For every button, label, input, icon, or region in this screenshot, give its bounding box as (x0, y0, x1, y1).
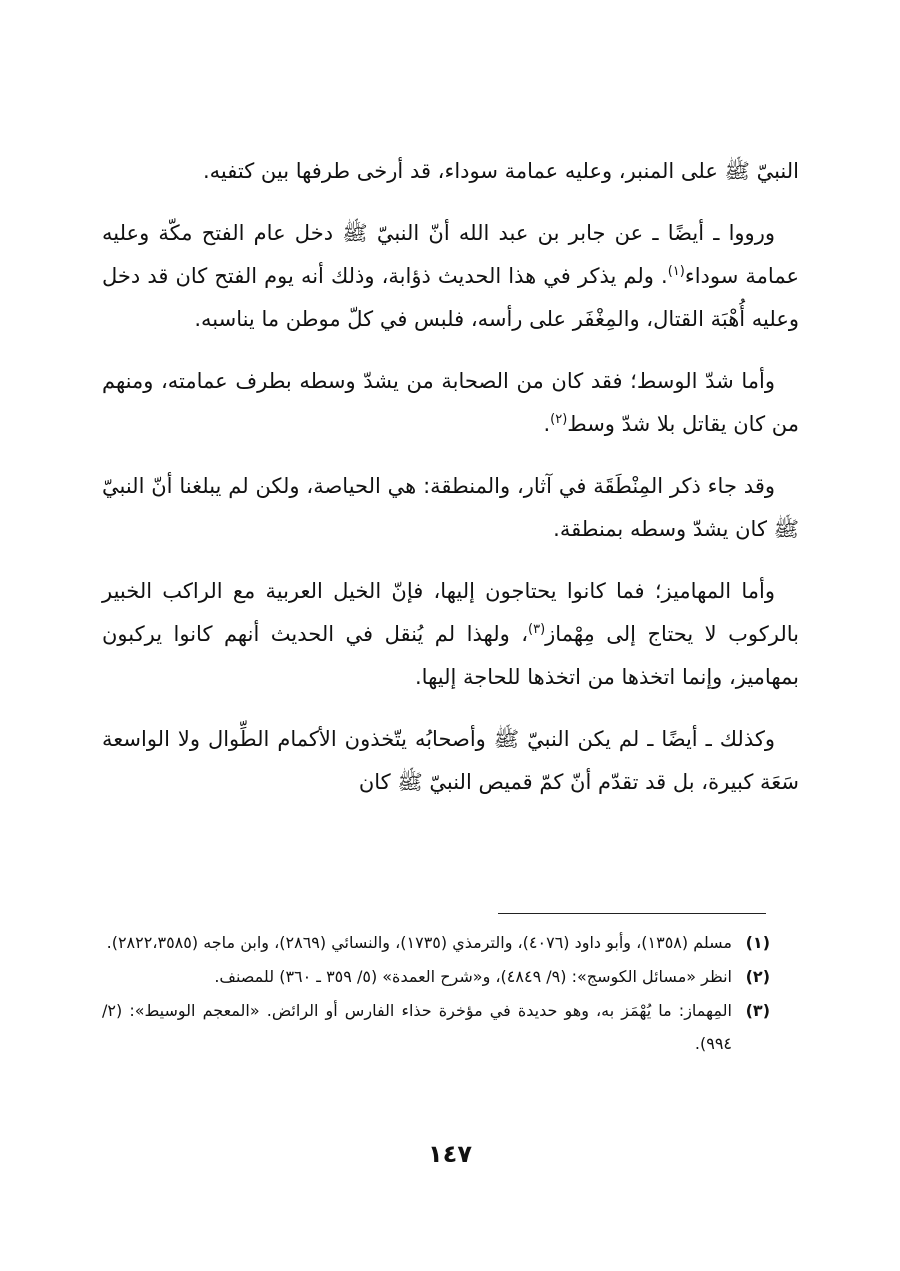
paragraph-5 (102, 570, 799, 699)
paragraph-5-text: وأما المهاميز؛ فما كانوا يحتاجون إليها، فإنّ الخيل العربية مع الراكب الخبير بالركوب لا يحتاج إلى مِهْماز (102, 579, 799, 646)
footnote-ref-2[interactable]: (٢) (550, 412, 568, 427)
footnote-ref-3[interactable]: (٣) (528, 622, 546, 637)
paragraph-6 (102, 718, 799, 804)
footnote-separator (498, 913, 766, 914)
footnote-text: انظر «مسائل الكوسج»: (٩/ ٤٨٤٩)، و«شرح العمدة» (٥/ ٣٥٩ ـ ٣٦٠) للمصنف. (214, 967, 732, 986)
footnote-text: المِهماز: ما يُهْمَز به، وهو حديدة في مؤخرة حذاء الفارس أو الرائض. «المعجم الوسيط»: (٢/ ٩٩٤). (102, 1001, 732, 1053)
paragraph-2-continued: . ولم يذكر في هذا الحديث ذؤابة، وذلك أنه يوم الفتح كان قد دخل وعليه أُهْبَة القتال، والمِغْفَر على رأسه، فلبس في كلّ موطن ما يناسبه. (102, 264, 799, 331)
footnote-text: مسلم (١٣٥٨)، وأبو داود (٤٠٧٦)، والترمذي (١٧٣٥)، والنسائي (٢٨٦٩)، وابن ماجه (٢٨٢٢،٣٥٨٥). (106, 933, 732, 952)
footnote-3 (102, 994, 770, 1060)
page-number: ١٤٧ (428, 1140, 472, 1168)
paragraph-3 (102, 360, 799, 446)
footnote-number: (١) (745, 933, 770, 952)
footnotes (102, 926, 770, 1061)
footnote-1 (102, 926, 770, 959)
paragraph-2 (102, 212, 799, 341)
paragraph-4-text: وقد جاء ذكر المِنْطَقَة في آثار، والمنطقة: هي الحياصة، ولكن لم يبلغنا أنّ النبيّ ﷺ كان يشدّ وسطه بمنطقة. (102, 474, 799, 541)
paragraph-5-continued: ، ولهذا لم يُنقل في الحديث أنهم كانوا يركبون بمهاميز، وإنما اتخذها من اتخذها للحاجة إليها. (102, 622, 799, 689)
paragraph-1 (102, 150, 799, 193)
main-text (102, 150, 799, 823)
paragraph-3-text: وأما شدّ الوسط؛ فقد كان من الصحابة من يشدّ وسطه بطرف عمامته، ومنهم من كان يقاتل بلا شدّ وسط (102, 369, 799, 436)
paragraph-3-continued: . (543, 412, 551, 436)
paragraph-4 (102, 465, 799, 551)
paragraph-2-text: ورووا ـ أيضًا ـ عن جابر بن عبد الله أنّ النبيّ ﷺ دخل عام الفتح مكّة وعليه عمامة سوداء (102, 221, 800, 288)
footnote-ref-1[interactable]: (١) (667, 264, 685, 279)
footnote-number: (٣) (745, 1001, 770, 1020)
paragraph-1-text: النبيّ ﷺ على المنبر، وعليه عمامة سوداء، قد أرخى طرفها بين كتفيه. (202, 159, 799, 183)
footnote-number: (٢) (745, 967, 770, 986)
footnote-2 (102, 960, 770, 993)
paragraph-6-text: وكذلك ـ أيضًا ـ لم يكن النبيّ ﷺ وأصحابُه يتّخذون الأكمام الطِّوال ولا الواسعة سَعَة كبيرة، بل قد تقدّم أنّ كمّ قميص النبيّ ﷺ كان (102, 727, 799, 794)
